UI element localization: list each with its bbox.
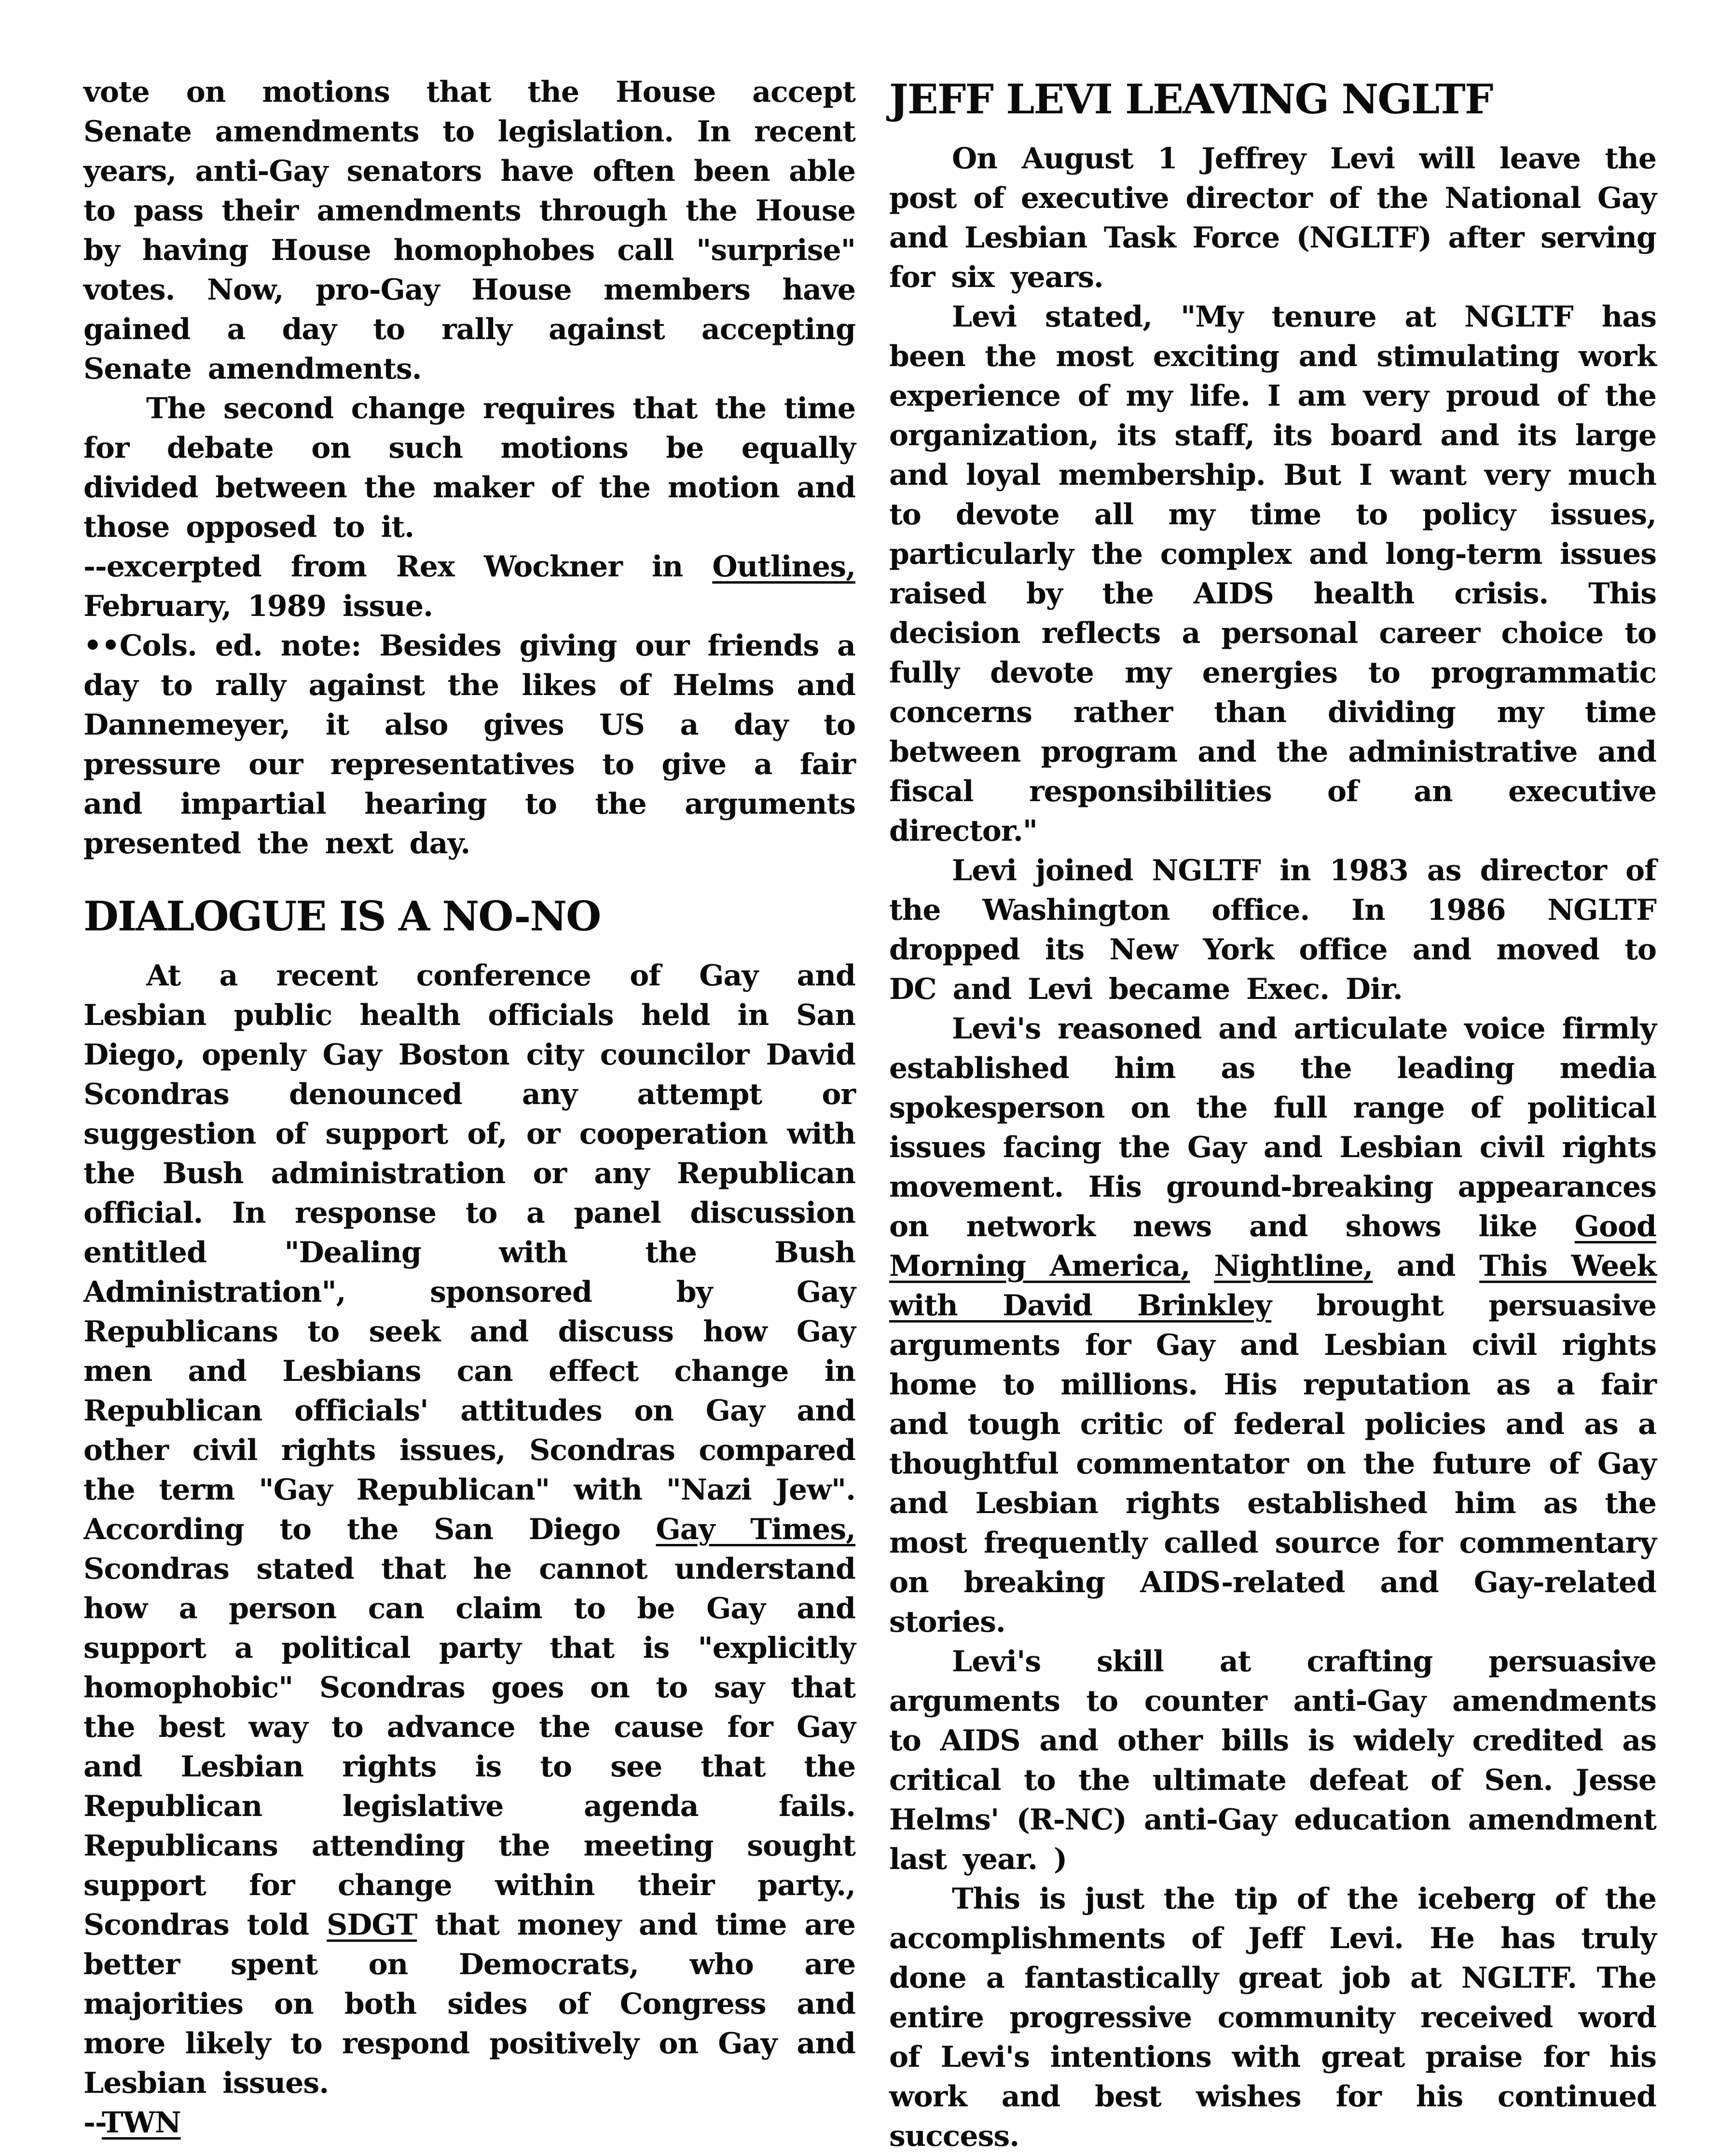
text-segment: Levi joined NGLTF in 1983 as director of the Washington office. In 1986 NGLTF dropped its New York office and moved to DC and Levi became Exec. Dir. bbox=[889, 854, 1656, 1006]
underlined-publication-title: Outlines, bbox=[712, 550, 855, 584]
text-segment: Levi's reasoned and articulate voice firmly established him as the leading media spokesperson on the full range of political issues facing the Gay and Lesbian civil rights movement. His ground-breaking appearances on network news and shows like bbox=[889, 1012, 1656, 1243]
paragraph bbox=[889, 297, 1656, 851]
underlined-publication-title: This Week with David Brinkley bbox=[889, 1249, 1656, 1323]
text-segment: brought persuasive arguments for Gay and Lesbian civil rights home to millions. His reputation as a fair and tough critic of federal policies and as a thoughtful commentator on the future of Gay and Lesbian rights established him as the most frequently called source for commentary on breaking AIDS-related and Gay-related stories. bbox=[889, 1289, 1656, 1639]
text-segment: Levi's skill at crafting persuasive arguments to counter anti-Gay amendments to AIDS and other bills is widely credited as critical to the ultimate defeat of Sen. Jesse Helms' (R-NC) anti-Gay education amendment last year. ) bbox=[889, 1645, 1656, 1876]
right-column bbox=[889, 72, 1656, 2156]
text-segment: On August 1 Jeffrey Levi will leave the post of executive director of the National Gay and Lesbian Task Force (NGLTF) after serving for six years. bbox=[889, 142, 1656, 294]
paragraph bbox=[889, 1009, 1656, 1642]
text-segment: This is just the tip of the iceberg of the accomplishments of Jeff Levi. He has truly done a fantastically great job at NGLTF. The entire progressive community received word of Levi's intentions with great praise for his work and best wishes for his continued success. bbox=[889, 1882, 1656, 2153]
left-column bbox=[83, 72, 855, 2142]
text-segment: Scondras stated that he cannot understand how a person can claim to be Gay and support a political party that is "explicitly homophobic" Scondras goes on to say that the best way to advance the cause for Gay and Lesbian rights is to see that the Republican legislative agenda fails. Republicans attending the meeting sought support for change within their party., Scondras told bbox=[83, 1552, 855, 1942]
text-segment: --excerpted from Rex Wockner in bbox=[83, 550, 713, 584]
paragraph bbox=[83, 72, 855, 389]
paragraph bbox=[83, 626, 855, 863]
paragraph bbox=[83, 2103, 855, 2142]
paragraph bbox=[889, 851, 1656, 1009]
text-segment: Levi stated, "My tenure at NGLTF has been the most exciting and stimulating work experience of my life. I am very proud of the organization, its staff, its board and its large and loyal membership. But I want very much to devote all my time to policy issues, particularly the complex and long-term issues raised by the AIDS health crisis. This decision reflects a personal career choice to fully devote my energies to programmatic concerns rather than dividing my time between program and the administrative and fiscal responsibilities of an executive director." bbox=[889, 300, 1656, 848]
article-heading: JEFF LEVI LEAVING NGLTF bbox=[889, 75, 1493, 123]
underlined-publication-title: Nightline, bbox=[1214, 1249, 1373, 1283]
paragraph bbox=[889, 139, 1656, 297]
text-segment: vote on motions that the House accept Senate amendments to legislation. In recent years, anti-Gay senators have often been able to pass their amendments through the House by having House homophobes call "surprise" votes. Now, pro-Gay House members have gained a day to rally against accepting Senate amendments. bbox=[83, 75, 855, 386]
underlined-publication-title: Gay Times, bbox=[656, 1513, 856, 1546]
article-heading: DIALOGUE IS A NO-NO bbox=[83, 892, 601, 940]
underlined-publication-title: Good Morning America, bbox=[889, 1210, 1656, 1283]
paragraph bbox=[83, 547, 855, 626]
text-segment: The second change requires that the time for debate on such motions be equally divided between the maker of the motion and those opposed to it. bbox=[83, 392, 855, 544]
text-segment: ••Cols. ed. note: Besides giving our friends a day to rally against the likes of Helms and Dannemeyer, it also gives US a day to pressure our representatives to give a fair and impartial hearing to the arguments presented the next day. bbox=[83, 629, 855, 860]
text-segment: -- bbox=[83, 2106, 102, 2140]
text-segment bbox=[1190, 1249, 1214, 1283]
underlined-publication-title: TWN bbox=[101, 2106, 181, 2140]
text-segment: At a recent conference of Gay and Lesbian public health officials held in San Diego, openly Gay Boston city councilor David Scondras denounced any attempt or suggestion of support of, or cooperation with the Bush administration or any Republican official. In response to a panel discussion entitled "Dealing with the Bush Administration", sponsored by Gay Republicans to seek and discuss how Gay men and Lesbians can effect change in Republican officials' attitudes on Gay and other civil rights issues, Scondras compared the term "Gay Republican" with "Nazi Jew". According to the San Diego bbox=[83, 959, 855, 1546]
underlined-publication-title: SDGT bbox=[326, 1908, 417, 1942]
text-segment: and bbox=[1373, 1249, 1480, 1283]
paragraph bbox=[889, 1879, 1656, 2156]
text-segment: that money and time are better spent on Democrats, who are majorities on both sides of Congress and more likely to respond positively on Gay and Lesbian issues. bbox=[83, 1908, 855, 2100]
paragraph bbox=[83, 389, 855, 547]
paragraph bbox=[83, 956, 855, 2103]
paragraph bbox=[889, 1642, 1656, 1879]
text-segment: February, 1989 issue. bbox=[83, 589, 433, 623]
